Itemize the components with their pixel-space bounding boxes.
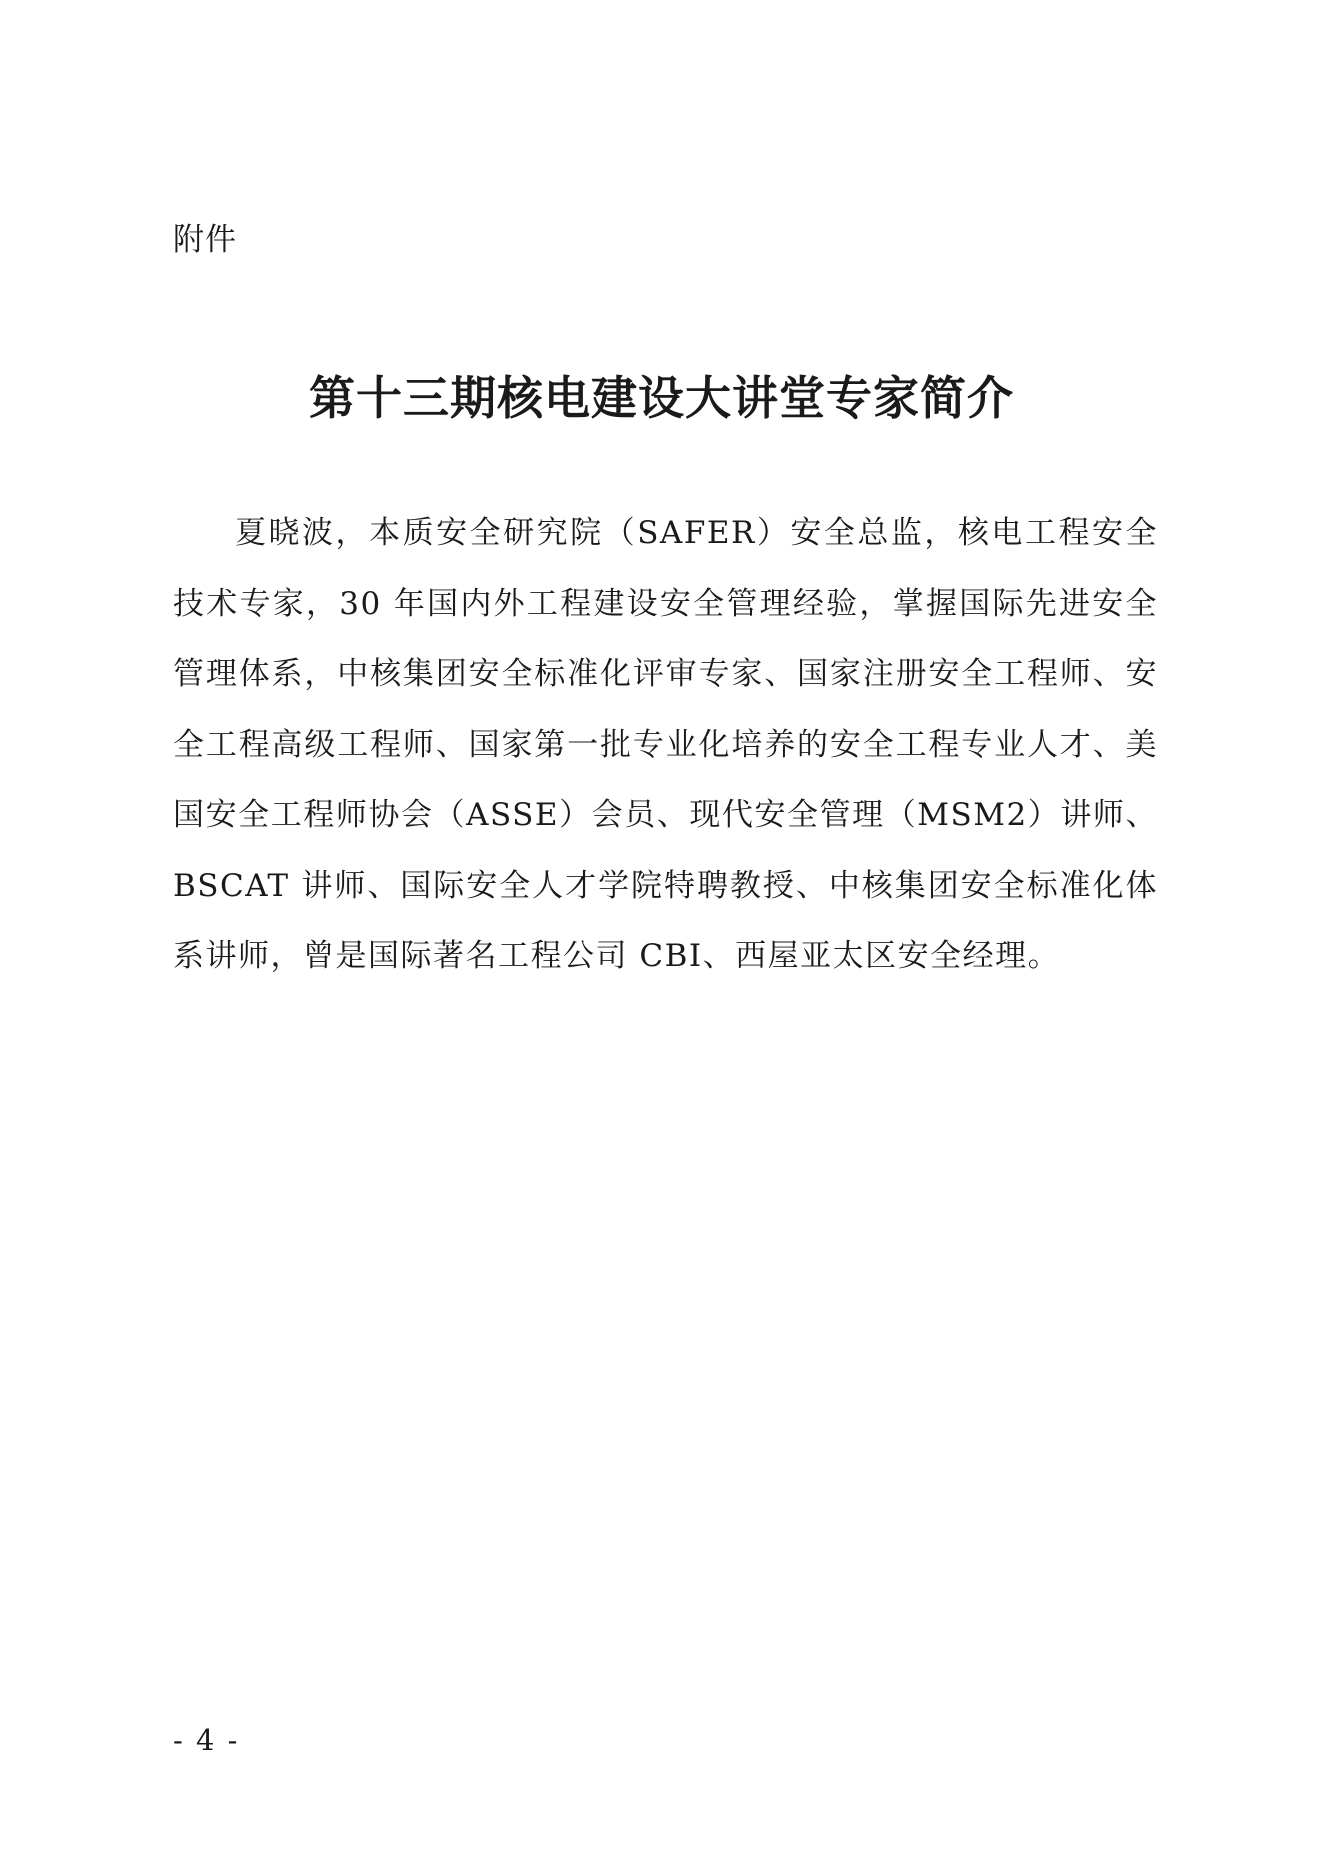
page-title: 第十三期核电建设大讲堂专家简介 — [309, 371, 1014, 425]
expert-bio-paragraph: 夏晓波，本质安全研究院（SAFER）安全总监，核电工程安全技术专家，30 年国内外工程建设安全管理经验，掌握国际先进安全管理体系，中核集团安全标准化评审专家、国家注册安全工程师、安全工程高级工程师、国家第一批专业化培养的安全工程专业人才、美国安全工程师协会（ASSE）会员、现代安全管理（MSM2）讲师、BSCAT 讲师、国际安全人才学院特聘教授、中核集团安全标准化体系讲师，曾是国际著名工程公司 CBI、西屋亚太区安全经理。 — [173, 515, 1158, 974]
attachment-label: 附件 — [173, 222, 237, 258]
page-number: - 4 - — [173, 1723, 240, 1757]
